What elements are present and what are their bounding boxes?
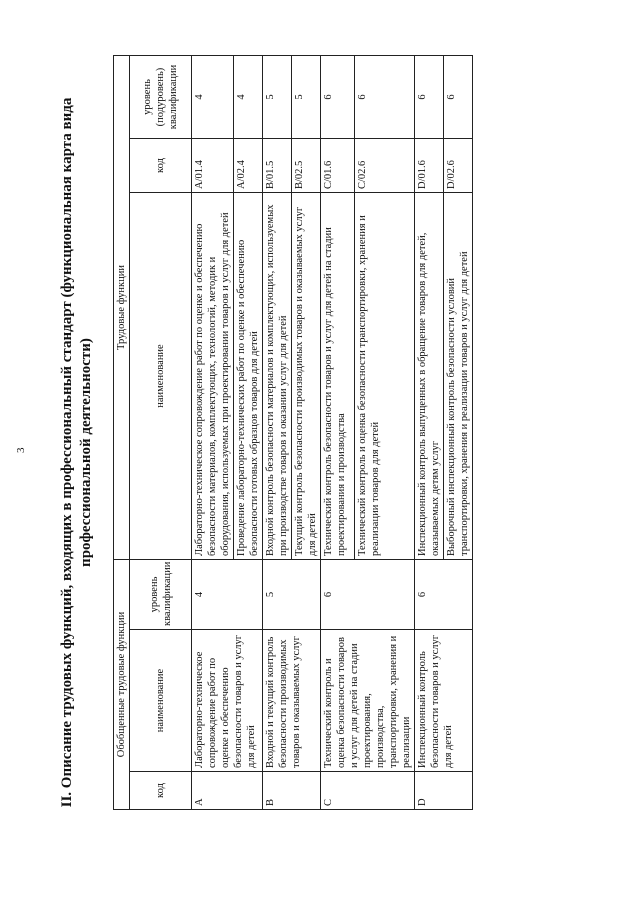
function-level: 5 [263, 55, 292, 138]
header-name: наименование [130, 630, 192, 772]
header-generalized: Обобщенные трудовые функции [114, 560, 130, 810]
function-level: 6 [321, 55, 355, 138]
function-level: 4 [234, 55, 263, 138]
function-code: C/01.6 [321, 139, 355, 193]
header-level: уровень квалификации [130, 560, 192, 630]
group-level: 6 [415, 560, 473, 630]
header-code: код [130, 772, 192, 810]
group-name: Лабораторно-техническое сопровождение работ по оценке и обеспечению безопасности товаров и услуг для детей [192, 630, 263, 772]
function-level: 6 [444, 55, 473, 138]
table-row [321, 55, 355, 809]
table-row [263, 55, 292, 809]
group-code: D [415, 772, 473, 810]
title-line-2: профессиональной деятельности) [78, 338, 94, 567]
function-code: A/01.4 [192, 139, 234, 193]
header-row-2 [130, 55, 192, 809]
function-name: Технический контроль и оценка безопасности транспортировки, хранения и реализации товаров для детей [355, 193, 415, 560]
header-row-1 [114, 55, 130, 809]
function-level: 4 [192, 55, 234, 138]
group-level: 5 [263, 560, 321, 630]
function-name: Входной контроль безопасности материалов и комплектующих, используемых при производстве товаров и оказании услуг для детей [263, 193, 292, 560]
header-level2: уровень (подуровень) квалификации [130, 55, 192, 138]
function-level: 5 [292, 55, 321, 138]
functions-table [113, 55, 473, 810]
table-row [415, 55, 444, 809]
function-code: B/02.5 [292, 139, 321, 193]
function-level: 6 [355, 55, 415, 138]
function-code: D/01.6 [415, 139, 444, 193]
function-name: Проведение лабораторно-технических работ по оценке и обеспечению безопасности готовых образцов товаров для детей [234, 193, 263, 560]
group-level: 6 [321, 560, 415, 630]
function-level: 6 [415, 55, 444, 138]
group-level: 4 [192, 560, 263, 630]
function-code: D/02.6 [444, 139, 473, 193]
group-code: C [321, 772, 415, 810]
function-name: Инспекционный контроль выпущенных в обращение товаров для детей, оказываемых детям услуг [415, 193, 444, 560]
header-code2: код [130, 139, 192, 193]
group-name: Технический контроль и оценка безопасности товаров и услуг для детей на стадии проектирования, производства, транспортировки, хранения и реализации [321, 630, 415, 772]
group-code: A [192, 772, 263, 810]
table-row [192, 55, 234, 809]
group-code: B [263, 772, 321, 810]
function-name: Выборочный инспекционный контроль безопасности условий транспортировки, хранения и реализации товаров и услуг для детей [444, 193, 473, 560]
function-name: Текущий контроль безопасности производимых товаров и оказываемых услуг для детей [292, 193, 321, 560]
function-name: Лабораторно-техническое сопровождение работ по оценке и обеспечению безопасности материалов, комплектующих, технологий, методик и оборудования, используемых при проектировании товаров и услуг для детей [192, 193, 234, 560]
group-name: Входной и текущий контроль безопасности производимых товаров и оказываемых услуг [263, 630, 321, 772]
header-labor: Трудовые функции [114, 55, 130, 559]
function-name: Технический контроль безопасности товаров и услуг для детей на стадии проектирования и производства [321, 193, 355, 560]
function-code: B/01.5 [263, 139, 292, 193]
function-code: A/02.4 [234, 139, 263, 193]
page-number: 3 [15, 447, 27, 453]
function-code: C/02.6 [355, 139, 415, 193]
title-line-1: II. Описание трудовых функций, входящих в профессиональный стандарт (функциональная карта вида [59, 97, 75, 808]
group-name: Инспекционный контроль безопасности товаров и услуг для детей [415, 630, 473, 772]
header-name2: наименование [130, 193, 192, 560]
